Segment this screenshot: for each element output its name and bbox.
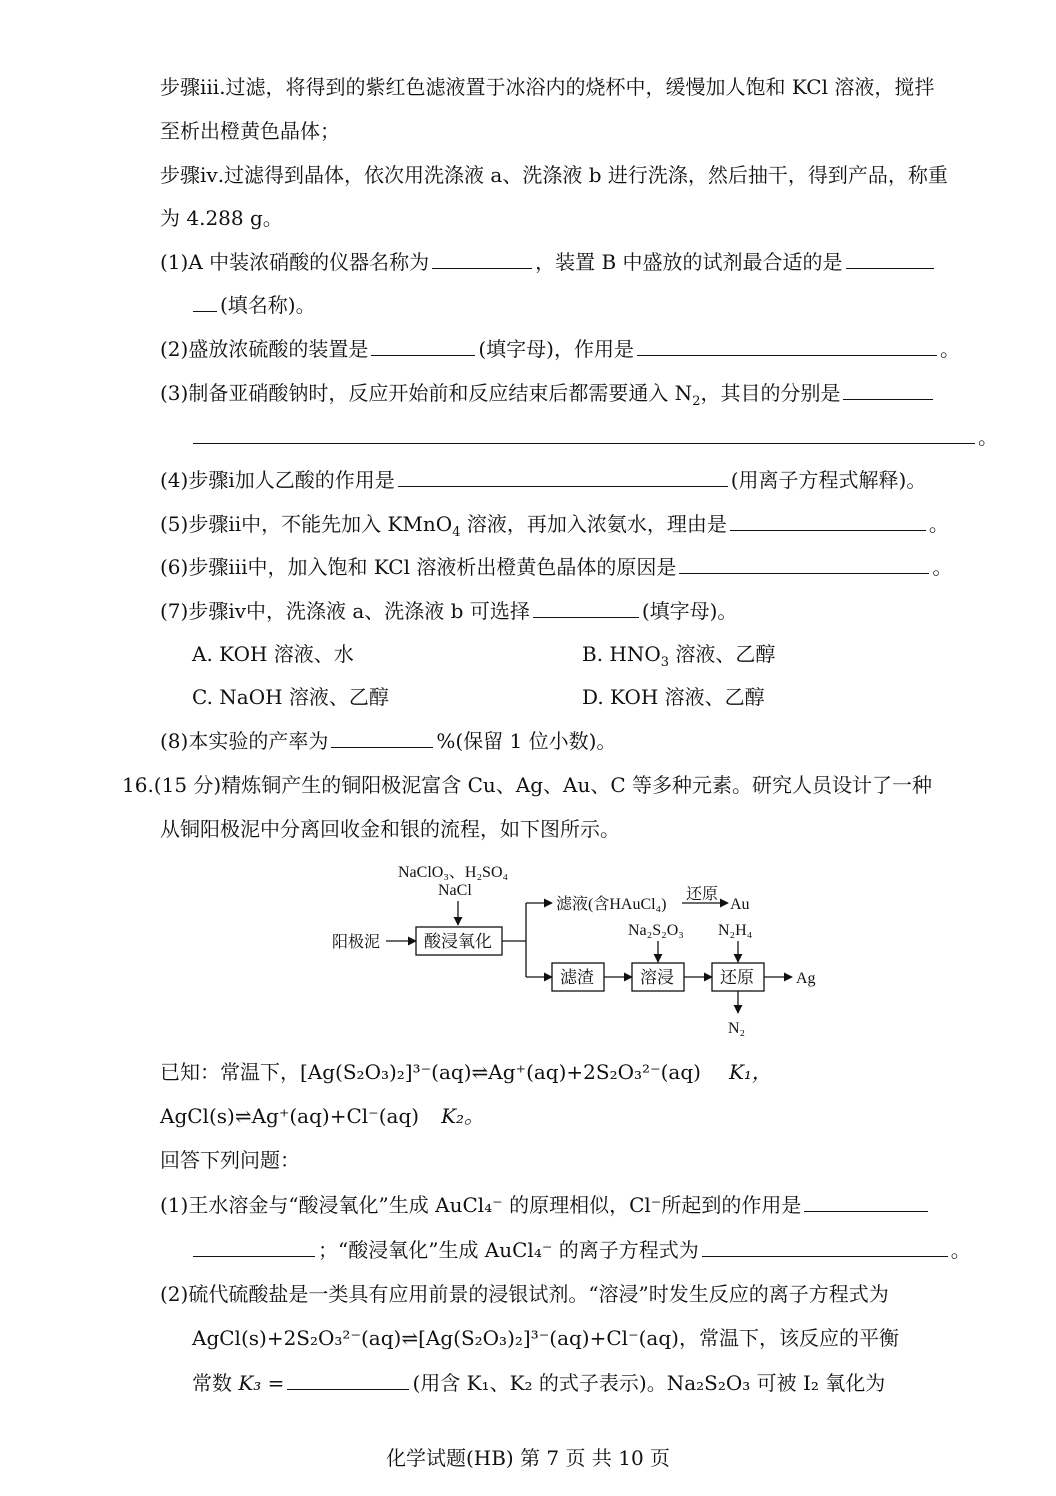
q16-2-text-c1: 常数 xyxy=(192,1371,239,1395)
known-k2: K₂。 xyxy=(441,1104,485,1128)
q15-2-text-c: 。 xyxy=(939,337,960,361)
q15-4-text-a: (4)步骤ⅰ加人乙酸的作用是 xyxy=(160,468,395,492)
known-k1: K₁， xyxy=(728,1060,772,1084)
q16-1-line2 xyxy=(190,1234,971,1265)
reagent-reduce: N₂H₄ xyxy=(718,922,753,939)
step3-line1: 步骤ⅲ.过滤，将得到的紫红色滤液置于冰浴内的烧杯中，缓慢加人饱和 KCl 溶液，搅拌 xyxy=(160,75,935,99)
answer-blank[interactable] xyxy=(432,246,532,269)
q15-3-text-c: 。 xyxy=(978,425,998,449)
box-leach-label: 溶浸 xyxy=(640,968,674,987)
q16-intro-line2: 从铜阳极泥中分离回收金和银的流程，如下图所示。 xyxy=(160,817,620,841)
q15-4-line xyxy=(160,464,926,495)
q15-4-text-b: (用离子方程式解释)。 xyxy=(730,468,927,492)
q15-7-text-b: (填字母)。 xyxy=(641,599,738,623)
q16-2-text-c2: = xyxy=(261,1371,285,1395)
box-acid-leach-label: 酸浸氧化 xyxy=(424,932,492,951)
q15-6-text-b: 。 xyxy=(932,555,953,579)
q15-5-sub: 4 xyxy=(452,525,461,540)
q15-8-line xyxy=(160,725,616,756)
q15-3-text-a: (3)制备亚硝酸钠时，反应开始前和反应结束后都需要通入 N xyxy=(160,381,693,405)
q15-2-text-a: (2)盛放浓硫酸的装置是 xyxy=(160,337,369,361)
q15-1-line1 xyxy=(160,246,937,277)
q16-2-line2: AgCl(s)+2S₂O₃²⁻(aq)⇌[Ag(S₂O₃)₂]³⁻(aq)+Cl⁻(aq)，常温下，该反应的平衡 xyxy=(192,1326,899,1350)
known-eq-1 xyxy=(160,1057,772,1087)
q16-1-line1 xyxy=(160,1189,931,1220)
box-residue-label: 滤渣 xyxy=(560,968,594,987)
option-a[interactable]: A. KOH 溶液、水 xyxy=(192,642,354,666)
process-flow-diagram xyxy=(330,855,830,1040)
q15-3-line1 xyxy=(160,377,936,408)
q15-1-text-a: (1)A 中装浓硝酸的仪器名称为 xyxy=(160,250,430,274)
q15-8-text-b: %(保留 1 位小数)。 xyxy=(436,729,617,753)
answer-blank[interactable] xyxy=(193,421,975,444)
option-b[interactable] xyxy=(582,639,775,669)
q15-5-text-c: 。 xyxy=(928,512,949,536)
step4-line2: 为 4.288 g。 xyxy=(160,206,283,230)
page-footer: 化学试题(HB) 第 7 页 共 10 页 xyxy=(385,1446,671,1470)
byproduct-n2: N₂ xyxy=(728,1020,746,1037)
option-b-text-2: 溶液、乙醇 xyxy=(669,642,776,666)
q15-3-sub: 2 xyxy=(692,394,701,409)
product-ag: Ag xyxy=(796,970,816,987)
q15-5-line xyxy=(160,508,949,539)
answer-blank[interactable] xyxy=(371,333,475,356)
box-reduce-label: 还原 xyxy=(720,968,754,987)
q16-1-text-a: (1)王水溶金与“酸浸氧化”生成 AuCl₄⁻ 的原理相似，Cl⁻所起到的作用是 xyxy=(160,1193,802,1217)
q15-2-text-b: (填字母)，作用是 xyxy=(478,337,634,361)
known-eq-2 xyxy=(160,1101,484,1131)
q16-2-line3 xyxy=(192,1367,885,1398)
q15-6-text-a: (6)步骤ⅲ中，加入饱和 KCl 溶液析出橙黄色晶体的原因是 xyxy=(160,555,677,579)
filtrate-label: 滤液(含HAuCl₄) xyxy=(556,896,667,913)
flow-start: 阳极泥 xyxy=(332,934,381,951)
known-eq-1-text: 已知：常温下，[Ag(S₂O₃)₂]³⁻(aq)⇌Ag⁺(aq)+2S₂O₃²⁻(aq) xyxy=(160,1060,701,1084)
answer-blank[interactable] xyxy=(702,1234,948,1257)
known-eq-2-text: AgCl(s)⇌Ag⁺(aq)+Cl⁻(aq) xyxy=(160,1104,420,1128)
q16-2-line1: (2)硫代硫酸盐是一类具有应用前景的浸银试剂。“溶浸”时发生反应的离子方程式为 xyxy=(160,1282,889,1306)
reagent-top-1: NaClO₃、H₂SO₄ xyxy=(398,864,509,881)
q15-3-line2 xyxy=(190,421,998,452)
reduce-au-label: 还原 xyxy=(686,886,719,903)
option-c[interactable]: C. NaOH 溶液、乙醇 xyxy=(192,685,389,709)
q15-5-text-b: 溶液，再加入浓氨水，理由是 xyxy=(460,512,727,536)
reagent-leach: Na₂S₂O₃ xyxy=(628,922,684,939)
q15-8-text-a: (8)本实验的产率为 xyxy=(160,729,329,753)
answer-blank[interactable] xyxy=(730,508,926,531)
q16-2-text-c3: (用含 K₁、K₂ 的式子表示)。Na₂S₂O₃ 可被 I₂ 氧化为 xyxy=(412,1371,886,1395)
option-b-sub: 3 xyxy=(660,655,670,670)
answer-blank[interactable] xyxy=(637,333,937,356)
answer-blank[interactable] xyxy=(843,377,933,400)
answer-blank[interactable] xyxy=(193,1234,315,1257)
reagent-top-2: NaCl xyxy=(438,882,472,899)
q15-6-line xyxy=(160,551,952,582)
q16-intro-line1: 16.(15 分)精炼铜产生的铜阳极泥富含 Cu、Ag、Au、C 等多种元素。研究人员设计了一种 xyxy=(122,773,932,797)
q16-1-text-c: 。 xyxy=(950,1238,971,1262)
q15-5-text-a: (5)步骤ⅱ中，不能先加入 KMnO xyxy=(160,512,453,536)
q15-1-text-b: ，装置 B 中盛放的试剂最合适的是 xyxy=(535,250,843,274)
step3-line2: 至析出橙黄色晶体； xyxy=(160,119,340,143)
step4-line1: 步骤ⅳ.过滤得到晶体，依次用洗涤液 a、洗涤液 b 进行洗涤，然后抽干，得到产品，称重 xyxy=(160,163,948,187)
q15-7-line xyxy=(160,595,737,626)
q15-2-line xyxy=(160,333,960,364)
q15-3-text-b: ，其目的分别是 xyxy=(700,381,841,405)
answer-blank[interactable] xyxy=(804,1189,928,1212)
q16-1-text-b: ；“酸浸氧化”生成 AuCl₄⁻ 的离子方程式为 xyxy=(318,1238,699,1262)
q15-1-text-c: (填名称)。 xyxy=(220,293,316,317)
q16-2-k3: K₃ xyxy=(238,1371,262,1395)
option-b-text-1: B. HNO xyxy=(582,642,661,666)
answer-blank[interactable] xyxy=(398,464,728,487)
option-d[interactable]: D. KOH 溶液、乙醇 xyxy=(582,685,765,709)
product-au: Au xyxy=(730,896,750,913)
answer-prompt: 回答下列问题： xyxy=(160,1148,300,1172)
answer-blank[interactable] xyxy=(193,289,217,312)
q15-7-text-a: (7)步骤ⅳ中，洗涤液 a、洗涤液 b 可选择 xyxy=(160,599,530,623)
answer-blank[interactable] xyxy=(846,246,934,269)
answer-blank[interactable] xyxy=(533,595,639,618)
q15-1-line2 xyxy=(190,289,316,320)
answer-blank[interactable] xyxy=(287,1367,409,1390)
answer-blank[interactable] xyxy=(331,725,433,748)
answer-blank[interactable] xyxy=(679,551,929,574)
